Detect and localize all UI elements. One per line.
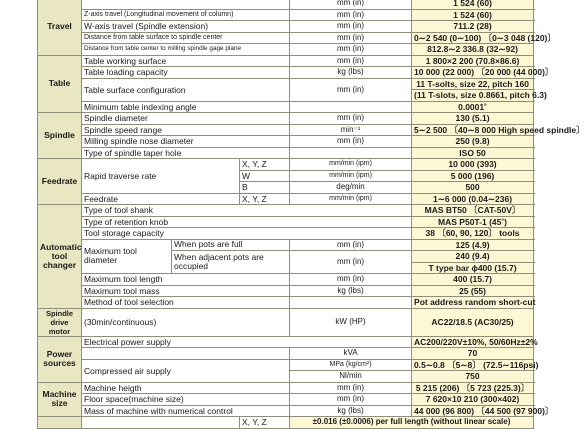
spec-row <box>38 67 534 79</box>
item-cell <box>82 348 290 360</box>
unit-cell: kW (HP) <box>290 308 412 336</box>
value-cell: MAS BT50 〔CAT-50V〕 <box>412 205 534 217</box>
spec-row <box>38 348 534 360</box>
unit-cell: mm (in) <box>290 9 412 21</box>
value-cell: 711.2 (28) <box>412 21 534 33</box>
value-cell: 7 620×10 210 (300×402) <box>412 394 534 406</box>
specification-table <box>37 0 585 429</box>
unit-cell: deg/min <box>290 182 412 194</box>
axis-cell: X, Y, Z <box>240 159 290 171</box>
spec-row <box>38 32 534 44</box>
spec-row <box>38 0 534 9</box>
value-cell: 5 215 (206) 〔5 723 (225.3)〕 <box>412 382 534 394</box>
item-cell: Table working surface <box>82 55 290 67</box>
item-cell: Maximum tool diameter <box>82 239 172 274</box>
item-cell: Maximum tool mass <box>82 285 290 297</box>
spec-row <box>38 205 534 217</box>
value-cell: 1 800×2 200 (70.8×86.6) <box>412 55 534 67</box>
item-cell <box>82 0 290 9</box>
unit-cell: Nl/min <box>290 371 412 383</box>
item-cell: Maximum tool length <box>82 274 290 286</box>
spec-row <box>38 9 534 21</box>
unit-cell: mm (in) <box>290 21 412 33</box>
spec-row <box>38 285 534 297</box>
item-cell: Table loading capacity <box>82 67 290 79</box>
value-cell: MAS P50T-1 (45˚) <box>412 216 534 228</box>
spec-row <box>38 159 534 171</box>
value-cell-a: AC22/18.5 (AC30/25) <box>412 308 534 336</box>
spec-row <box>38 113 534 125</box>
value-cell-line1: 11 T-solts, size 22, pitch 160 <box>412 78 534 90</box>
category-accuracy <box>38 417 82 429</box>
spec-row <box>38 124 534 136</box>
axis-cell: X, Y, Z <box>240 417 290 429</box>
item-cell: Milling spindle nose diameter <box>82 136 290 148</box>
unit-cell: kg (lbs) <box>290 285 412 297</box>
spec-row <box>38 336 534 348</box>
item-cell: Tool storage capacity <box>82 228 412 240</box>
item-cell: Machine heigth <box>82 382 290 394</box>
unit-cell: mm/min (ipm) <box>290 159 412 171</box>
item-cell: Rapid traverse rate <box>82 159 240 194</box>
value-cell: ISO 50 <box>412 147 534 159</box>
spec-row <box>38 216 534 228</box>
item-cell: Type of tool shank <box>82 205 412 217</box>
unit-cell: kg (lbs) <box>290 405 412 417</box>
item-cell: Type of spindle taper hole <box>82 147 290 159</box>
unit-cell: mm (in) <box>290 32 412 44</box>
spec-row <box>38 274 534 286</box>
value-cell: 44 000 (96 800) 〔44 500 (97 900)〕 <box>412 405 534 417</box>
value-cell: 38 〔60, 90, 120〕 tools <box>412 228 534 240</box>
item-cell: Table surface configuration <box>82 78 290 101</box>
unit-cell <box>290 297 412 309</box>
item-cell: Mass of machine with numerical control <box>82 405 290 417</box>
unit-cell: mm (in) <box>290 0 412 9</box>
unit-cell: MPa (kg/cm²) <box>290 359 412 371</box>
value-cell-line2: (11 T-slots, size 0.8661, pitch 6.3) <box>412 90 534 102</box>
item-cell: W-axis travel (Spindle extension) <box>82 21 290 33</box>
unit-cell: mm (in) <box>290 55 412 67</box>
unit-cell: mm (in) <box>290 136 412 148</box>
value-cell: 5∼2 500 〔40∼8 000 High speed spindle〕 <box>412 124 534 136</box>
spec-row <box>38 405 534 417</box>
value-cell: ±0.016 (±0.0006) per full length (without linear scale) <box>290 417 534 429</box>
unit-cell <box>290 147 412 159</box>
value-cell: 1 524 (60) <box>412 0 534 9</box>
spec-row <box>38 228 534 240</box>
category-travel: Travel <box>38 0 82 55</box>
value-cell: Pot address random short-cut <box>412 297 534 309</box>
category-feedrate: Feedrate <box>38 159 82 205</box>
unit-cell: mm (in) <box>290 251 412 274</box>
category-machine: Machine size <box>38 382 82 417</box>
value-cell: 25 (55) <box>412 285 534 297</box>
spec-row <box>38 193 534 205</box>
spec-row <box>38 297 534 309</box>
value-cell: 400 (15.7) <box>412 274 534 286</box>
item-cell: Method of tool selection <box>82 297 290 309</box>
unit-cell: mm (in) <box>290 78 412 101</box>
value-cell: 10 000 (22 000) 〔20 000 (44 000)〕 <box>412 67 534 79</box>
unit-cell: mm (in) <box>290 394 412 406</box>
item-cell: Spindle speed range <box>82 124 290 136</box>
spec-row <box>38 44 534 56</box>
category-spindle-motor: Spindle drive motor <box>38 308 82 336</box>
item-cell: Type of retention knob <box>82 216 412 228</box>
value-cell-a: 70 <box>412 348 534 360</box>
unit-cell: mm (in) <box>290 113 412 125</box>
item-cell: Electrical power supply <box>82 336 412 348</box>
spec-row <box>38 359 534 371</box>
axis-cell: B <box>240 182 290 194</box>
unit-cell: mm/min (ipm) <box>290 193 412 205</box>
item-cell <box>82 417 240 429</box>
value-cell-a: 812.8∼2 336.8 (32∼92) <box>412 44 534 56</box>
value-cell: 1∼6 000 (0.04∼236) <box>412 193 534 205</box>
spec-row <box>38 417 534 429</box>
value-cell: 5 000 (196) <box>412 170 534 182</box>
item-cell: (30min/continuous) <box>82 308 290 336</box>
value-cell: 125 (4.9) <box>412 239 534 251</box>
sub-item-cell: When pots are full <box>172 239 290 251</box>
unit-cell: mm (in) <box>290 274 412 286</box>
value-cell: 1 524 (60) <box>412 9 534 21</box>
spec-row <box>38 382 534 394</box>
spec-row <box>38 101 534 113</box>
value-cell-line1: 240 (9.4) <box>412 251 534 263</box>
unit-cell: mm (in) <box>290 382 412 394</box>
item-cell: Minimum table indexing angle <box>82 101 290 113</box>
sub-item-cell: When adjacent pots are occupied <box>172 251 290 274</box>
unit-cell <box>290 101 412 113</box>
unit-cell: min⁻¹ <box>290 124 412 136</box>
unit-cell: mm (in) <box>290 44 412 56</box>
spec-row <box>38 394 534 406</box>
axis-cell: X, Y, Z <box>240 193 290 205</box>
value-cell: 0.0001˚ <box>412 101 534 113</box>
item-cell: Feedrate <box>82 193 240 205</box>
item-cell: Compressed air supply <box>82 359 290 382</box>
value-cell: 0∼2 540 (0∼100) 〔0∼3 048 (120)〕 <box>412 32 534 44</box>
item-cell: Spindle diameter <box>82 113 290 125</box>
unit-cell: kVA <box>290 348 412 360</box>
unit-cell: kg (lbs) <box>290 67 412 79</box>
spec-row <box>38 147 534 159</box>
category-atc: Automatic tool changer <box>38 205 82 309</box>
spec-row <box>38 21 534 33</box>
value-cell-a: 130 (5.1) <box>412 113 534 125</box>
spec-row <box>38 136 534 148</box>
unit-cell: mm (in) <box>290 239 412 251</box>
value-cell: 10 000 (393) <box>412 159 534 171</box>
category-power: Power sources <box>38 336 82 382</box>
value-cell: 250 (9.8) <box>412 136 534 148</box>
value-cell: 500 <box>412 182 534 194</box>
value-cell: 750 <box>412 371 534 383</box>
category-table: Table <box>38 55 82 113</box>
category-spindle: Spindle <box>38 113 82 159</box>
value-cell: 0.5∼0.8 〔5∼8〕 (72.5∼116psi) <box>412 359 534 371</box>
axis-cell: W <box>240 170 290 182</box>
unit-cell: mm/min (ipm) <box>290 170 412 182</box>
value-cell: AC200/220V±10%, 50/60Hz±2% <box>412 336 534 348</box>
item-cell: Z-axis travel (Longitudinal movement of column) <box>82 9 290 21</box>
spec-row <box>38 55 534 67</box>
spec-row <box>38 78 534 90</box>
value-cell-line2: T type bar ϕ400 (15.7) <box>412 262 534 274</box>
item-cell: Distance from table surface to spindle center <box>82 32 290 44</box>
item-cell: Floor space(machine size) <box>82 394 290 406</box>
item-cell: Distance from table center to milling spindle gage plane <box>82 44 290 56</box>
